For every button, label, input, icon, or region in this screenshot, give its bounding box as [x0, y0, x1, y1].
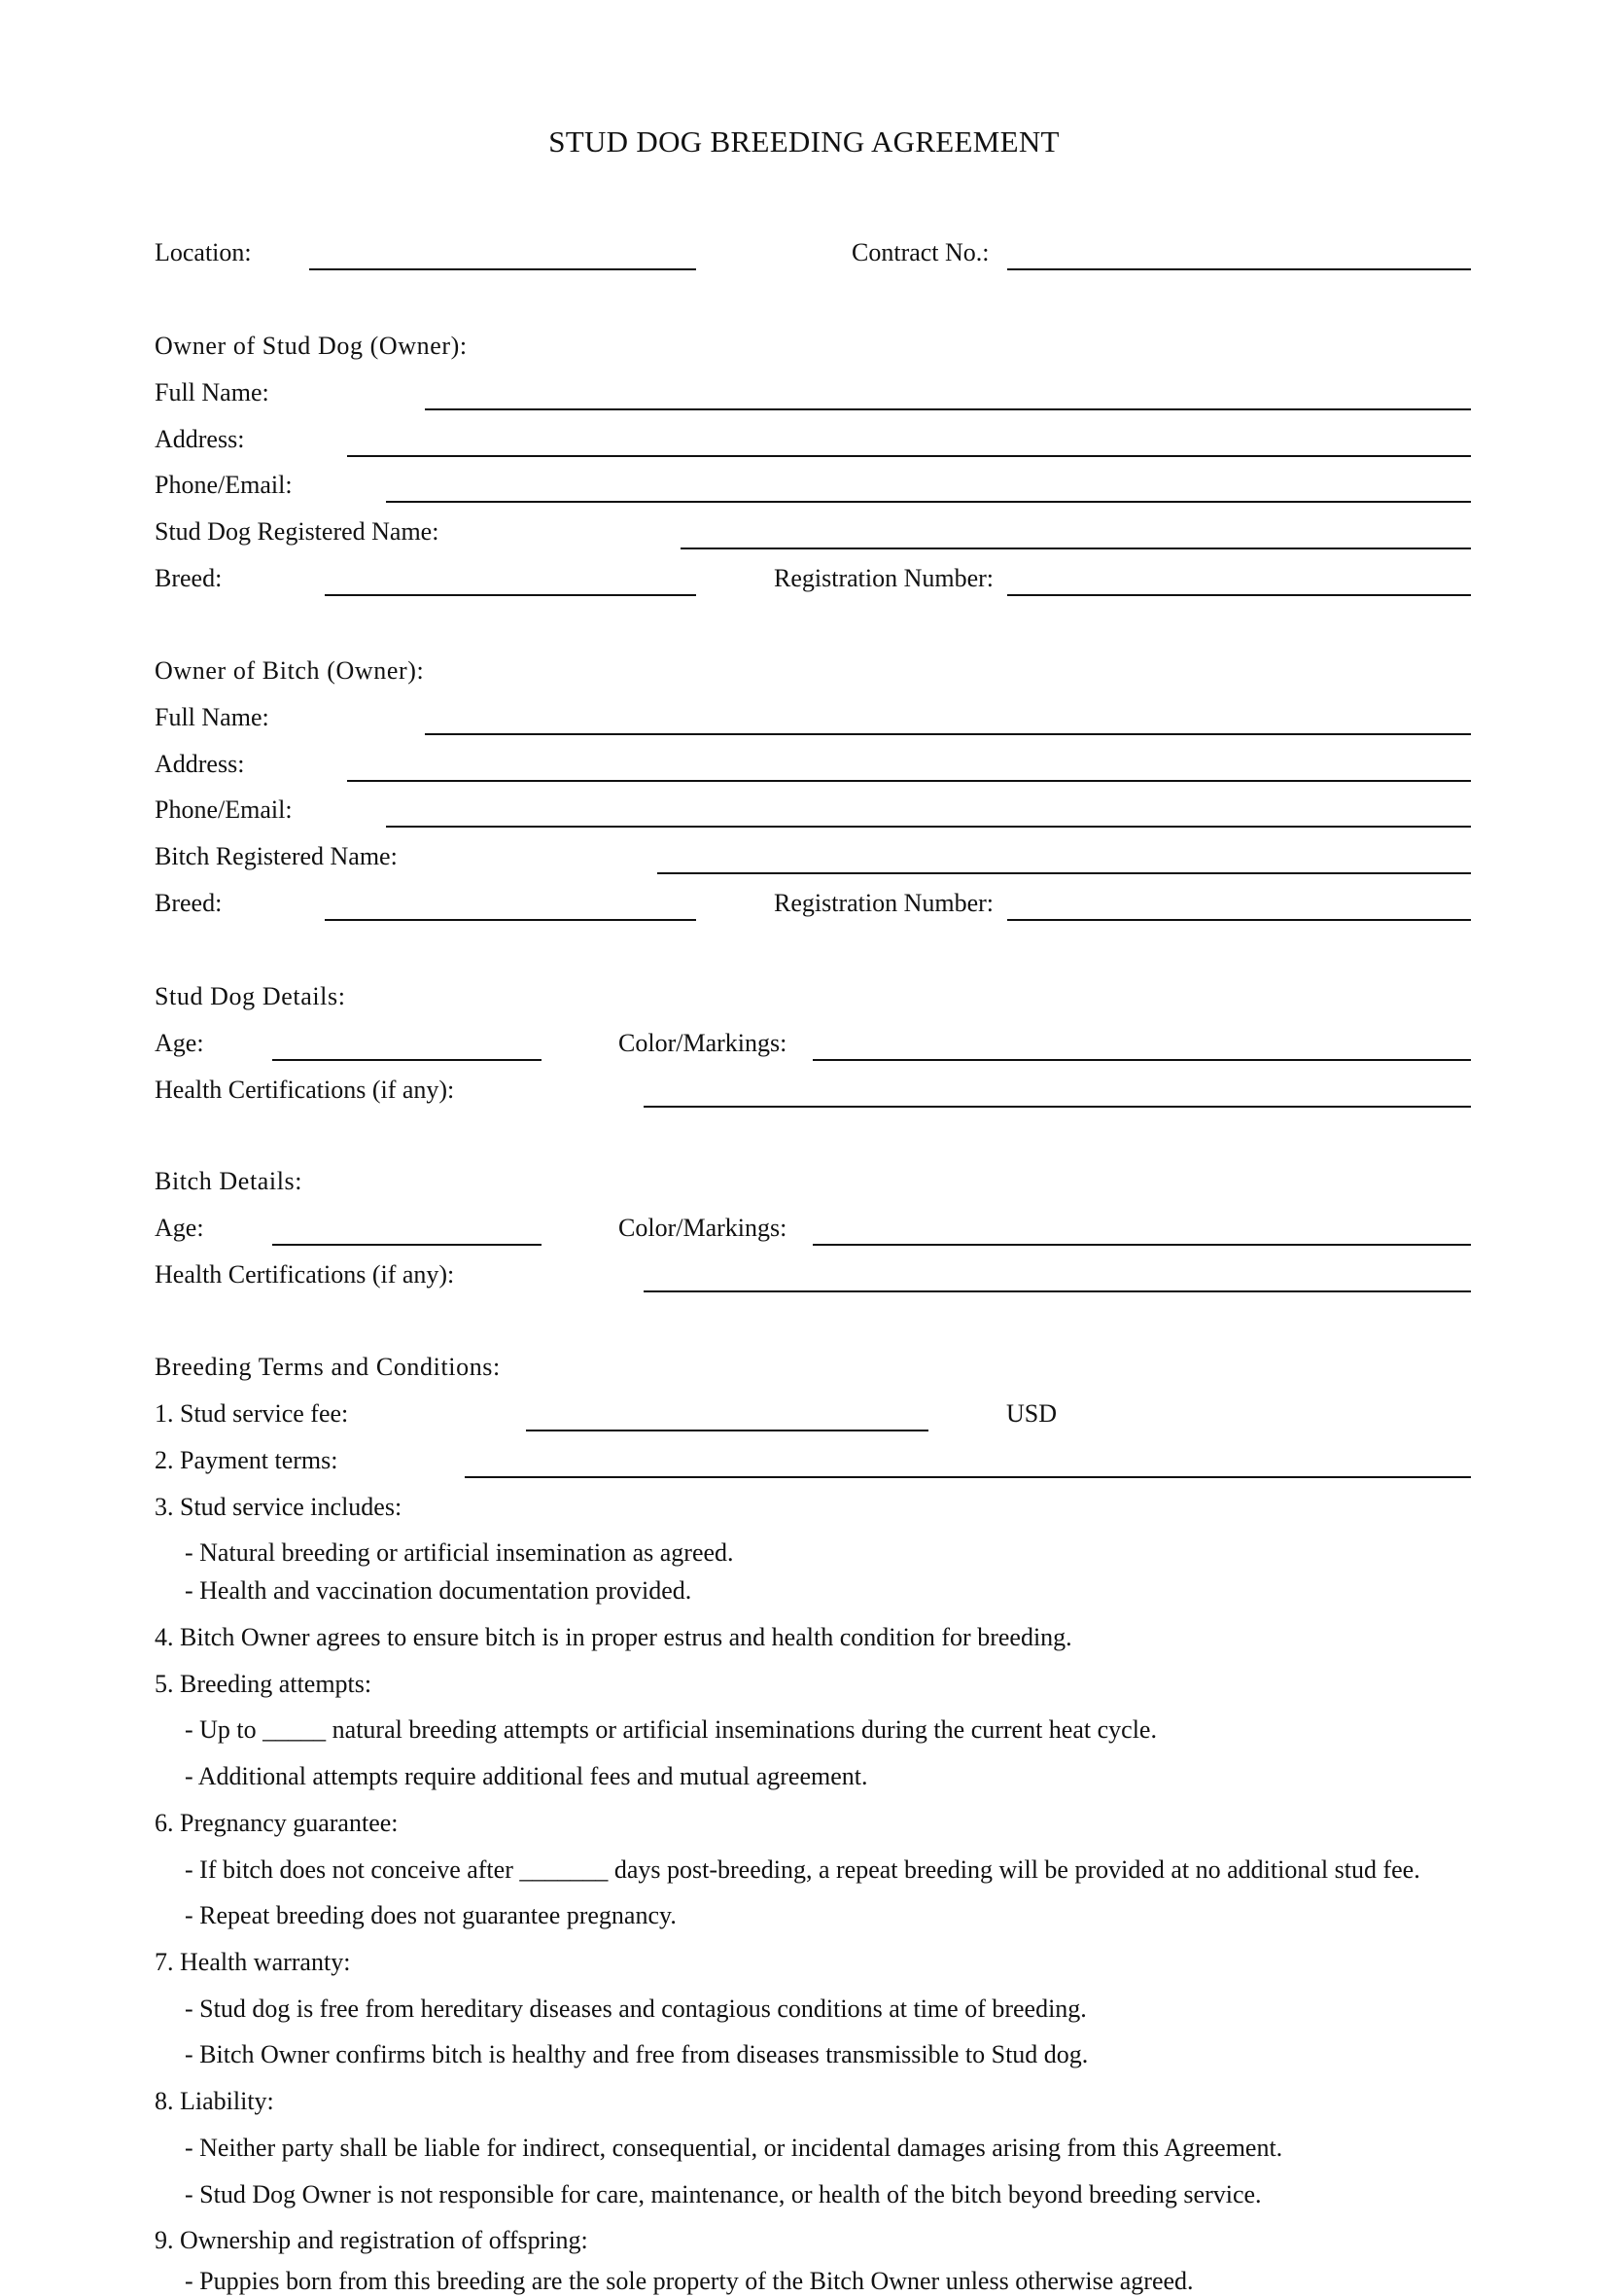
bitch-registration-number-label: Registration Number:: [774, 889, 995, 917]
stud-health-label: Health Certifications (if any):: [155, 1076, 455, 1104]
stud-breed-label: Breed:: [155, 564, 223, 592]
stud-color-field[interactable]: [813, 1059, 1471, 1061]
term-item-7a: - Stud dog is free from hereditary diseases and contagious conditions at time of breeding.: [185, 1995, 1087, 2023]
stud-owner-full-name-label: Full Name:: [155, 378, 269, 406]
bitch-owner-phone-label: Phone/Email:: [155, 795, 293, 824]
bitch-age-label: Age:: [155, 1214, 204, 1242]
stud-health-field[interactable]: [644, 1106, 1471, 1108]
bitch-registration-number-field[interactable]: [1007, 919, 1471, 921]
location-field[interactable]: [309, 268, 696, 270]
payment-terms-label: 2. Payment terms:: [155, 1446, 338, 1474]
term-item-3a: - Natural breeding or artificial insemination as agreed.: [185, 1538, 734, 1567]
term-item-5b: - Additional attempts require additional fees and mutual agreement.: [185, 1762, 868, 1790]
stud-age-label: Age:: [155, 1029, 204, 1057]
stud-fee-label: 1. Stud service fee:: [155, 1399, 349, 1428]
bitch-owner-full-name-label: Full Name:: [155, 703, 269, 731]
stud-registration-number-label: Registration Number:: [774, 564, 995, 592]
term-item-5a: - Up to _____ natural breeding attempts or artificial inseminations during the current heat cycle.: [185, 1715, 1157, 1744]
bitch-health-label: Health Certifications (if any):: [155, 1260, 455, 1289]
payment-terms-field[interactable]: [465, 1476, 1471, 1478]
stud-breed-field[interactable]: [325, 594, 696, 596]
term-item-5: 5. Breeding attempts:: [155, 1670, 372, 1698]
term-item-4: 4. Bitch Owner agrees to ensure bitch is in proper estrus and health condition for breeding.: [155, 1623, 1072, 1651]
stud-color-label: Color/Markings:: [618, 1029, 787, 1057]
term-item-9a: - Puppies born from this breeding are the sole property of the Bitch Owner unless otherwise agreed.: [185, 2267, 1194, 2295]
stud-registration-number-field[interactable]: [1007, 594, 1471, 596]
stud-owner-full-name-field[interactable]: [425, 408, 1471, 410]
stud-owner-address-label: Address:: [155, 425, 245, 453]
contract-number-label: Contract No.:: [852, 238, 990, 266]
term-item-6: 6. Pregnancy guarantee:: [155, 1809, 399, 1837]
term-item-6a: - If bitch does not conceive after _______ days post-breeding, a repeat breeding will be provided at no additional stud fee.: [185, 1855, 1420, 1884]
stud-registered-name-label: Stud Dog Registered Name:: [155, 517, 439, 546]
term-item-7b: - Bitch Owner confirms bitch is healthy and free from diseases transmissible to Stud dog.: [185, 2040, 1089, 2068]
contract-number-field[interactable]: [1007, 268, 1471, 270]
bitch-breed-label: Breed:: [155, 889, 223, 917]
term-item-8: 8. Liability:: [155, 2087, 274, 2115]
bitch-age-field[interactable]: [272, 1244, 542, 1246]
bitch-owner-full-name-field[interactable]: [425, 733, 1471, 735]
term-item-9: 9. Ownership and registration of offspring:: [155, 2226, 588, 2254]
term-item-7: 7. Health warranty:: [155, 1948, 351, 1976]
document-title: STUD DOG BREEDING AGREEMENT: [548, 124, 1060, 159]
bitch-color-label: Color/Markings:: [618, 1214, 787, 1242]
bitch-registered-name-field[interactable]: [657, 872, 1471, 874]
term-item-6b: - Repeat breeding does not guarantee pregnancy.: [185, 1901, 677, 1929]
stud-owner-address-field[interactable]: [347, 455, 1471, 457]
stud-fee-field[interactable]: [526, 1430, 928, 1431]
terms-heading: Breeding Terms and Conditions:: [155, 1353, 501, 1381]
bitch-color-field[interactable]: [813, 1244, 1471, 1246]
bitch-breed-field[interactable]: [325, 919, 696, 921]
term-item-8b: - Stud Dog Owner is not responsible for care, maintenance, or health of the bitch beyond breeding service.: [185, 2180, 1262, 2208]
stud-age-field[interactable]: [272, 1059, 542, 1061]
term-item-8a: - Neither party shall be liable for indirect, consequential, or incidental damages arising from this Agreement.: [185, 2134, 1283, 2162]
stud-details-heading: Stud Dog Details:: [155, 982, 346, 1010]
bitch-registered-name-label: Bitch Registered Name:: [155, 842, 398, 870]
bitch-owner-address-field[interactable]: [347, 780, 1471, 782]
currency-label: USD: [1006, 1399, 1058, 1428]
stud-owner-heading: Owner of Stud Dog (Owner):: [155, 332, 468, 360]
location-label: Location:: [155, 238, 252, 266]
stud-owner-phone-field[interactable]: [386, 501, 1471, 503]
term-item-3: 3. Stud service includes:: [155, 1493, 402, 1521]
bitch-owner-heading: Owner of Bitch (Owner):: [155, 656, 425, 685]
bitch-details-heading: Bitch Details:: [155, 1167, 303, 1195]
stud-registered-name-field[interactable]: [681, 548, 1471, 549]
bitch-owner-address-label: Address:: [155, 750, 245, 778]
bitch-owner-phone-field[interactable]: [386, 826, 1471, 828]
stud-owner-phone-label: Phone/Email:: [155, 471, 293, 499]
term-item-3b: - Health and vaccination documentation provided.: [185, 1576, 692, 1605]
bitch-health-field[interactable]: [644, 1290, 1471, 1292]
